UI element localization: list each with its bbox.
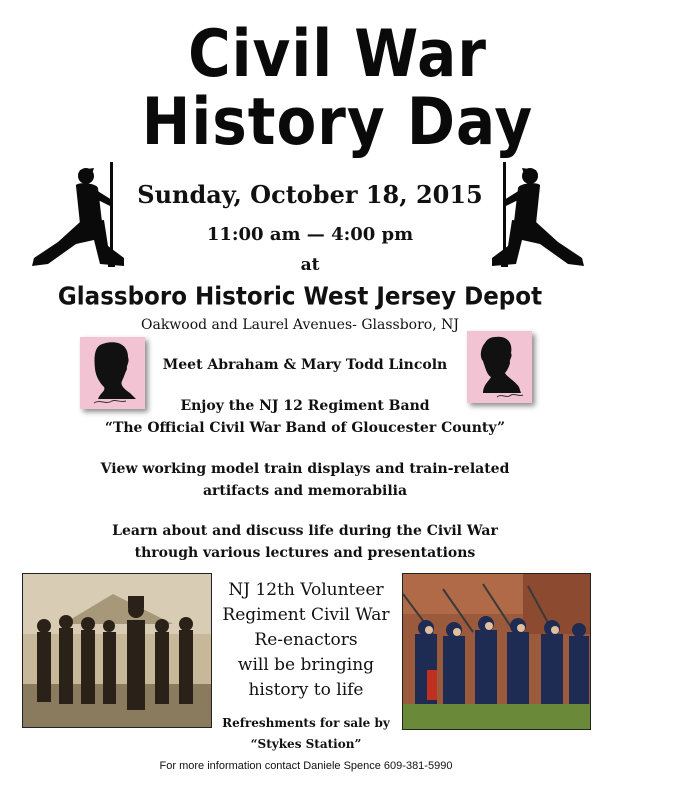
refreshments-line-1: Refreshments for sale by (222, 716, 390, 730)
event-time: 11:00 am — 4:00 pm (206, 224, 414, 245)
refreshments-line-2: “Stykes Station” (250, 737, 362, 751)
band-line-2: “The Official Civil War Band of Gloucester County” (104, 420, 506, 436)
reenact-line-3: Re-enactors (254, 630, 358, 650)
reenact-line-4: will be bringing (237, 655, 375, 675)
reenact-line-1: NJ 12th Volunteer (228, 580, 384, 600)
venue-name: Glassboro Historic West Jersey Depot (57, 282, 543, 312)
trains-line-1: View working model train displays and train-related (100, 461, 510, 477)
reenactors-photo-image (403, 574, 590, 729)
reenact-line-2: Regiment Civil War (222, 605, 390, 625)
event-at: at (300, 255, 320, 275)
learn-line-1: Learn about and discuss life during the Civil War (112, 523, 498, 539)
reenact-line-5: history to life (248, 680, 364, 700)
lincoln-generals-photo (22, 573, 212, 728)
learn-line-2: through various lectures and presentations (134, 545, 476, 561)
title-line-1: Civil War (188, 15, 487, 92)
venue-address: Oakwood and Laurel Avenues- Glassboro, NJ (141, 317, 459, 333)
trains-line-2: artifacts and memorabilia (202, 483, 408, 499)
reenactors-text (215, 578, 397, 703)
contact-info: For more information contact Daniele Spence 609-381-5990 (159, 760, 453, 772)
historic-photo-image (23, 574, 211, 727)
reenactors-photo (402, 573, 591, 730)
band-line-1: Enjoy the NJ 12 Regiment Band (180, 398, 430, 414)
title-line-2: History Day (141, 83, 534, 160)
meet-lincolns: Meet Abraham & Mary Todd Lincoln (162, 357, 448, 373)
event-date: Sunday, October 18, 2015 (137, 180, 483, 209)
